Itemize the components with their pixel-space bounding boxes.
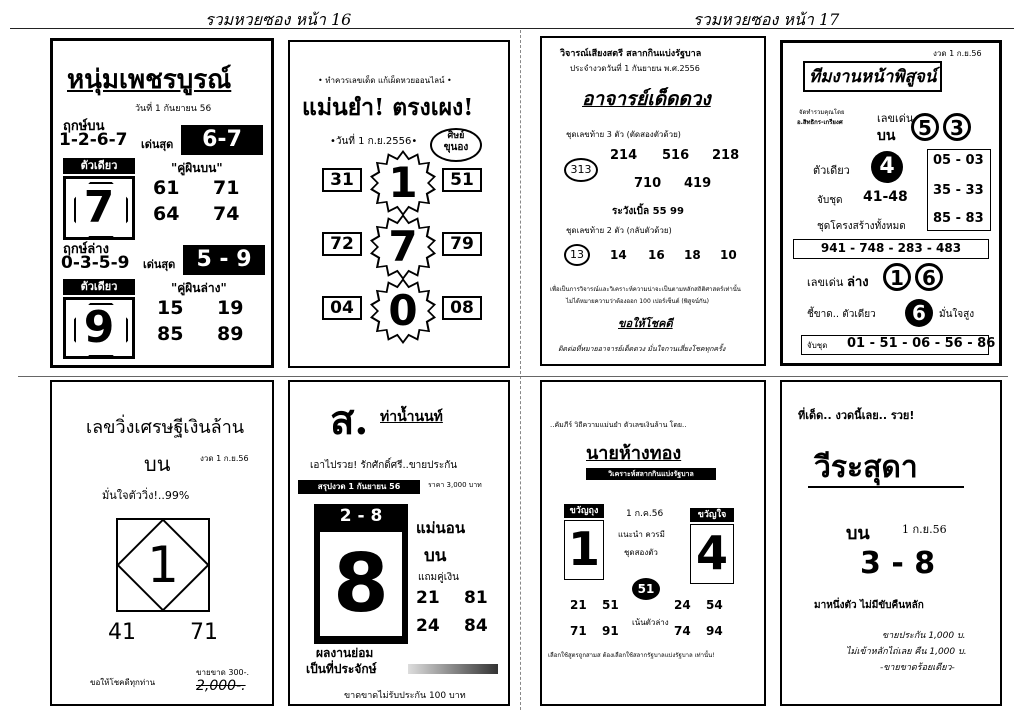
result-1: ผลงานย่อม <box>316 646 374 660</box>
pair-2: 81 <box>464 588 488 608</box>
slogan: เอาไปรวย! รักศักดิ์ศรี..ขายประกัน <box>310 460 458 471</box>
card-line-1: วิจารณ์เสียงสตรี สลากกินแบ่งรัฐบาล <box>560 49 702 59</box>
card-tagline: • ทำควรเลขเด็ด แก้เผ็ดหวยออนไลน์ • <box>318 76 452 85</box>
card-date: งวด 1 ก.ย.56 <box>200 454 249 463</box>
price-2: ไม่เข้าหลักไถ่เลย คืน 1,000 บ. <box>846 647 967 657</box>
center-digit: 1 <box>147 536 179 594</box>
row1-right: 51 <box>442 168 482 192</box>
row2-right: 79 <box>442 232 482 256</box>
conf-label: มั่นใจตัววิ่ง!..99% <box>102 489 190 502</box>
summary-date: สรุปงวด 1 กันยายน 56 <box>298 480 420 494</box>
bonus-label: แถมคู่เงิน <box>418 572 459 583</box>
lead2-digit-1: 1 <box>883 263 911 291</box>
single-label: ตัวเดียว <box>813 164 850 177</box>
subtitle: วิเคราะห์สลากกินแบ่งรัฐบาล <box>586 468 716 480</box>
card-team <box>780 40 1002 366</box>
card-title: อาจารย์เด็ดดวง <box>582 88 711 110</box>
bless: ขอให้โชคดีทุกท่าน <box>90 678 156 687</box>
num3-4: 710 <box>634 176 662 191</box>
result-2: เป็นที่ประจักษ์ <box>306 662 377 676</box>
pair-4: 84 <box>464 616 488 636</box>
card-weerasuda <box>780 380 1002 706</box>
pr-4: 94 <box>706 624 723 638</box>
mid-2: ชุดสองตัว <box>624 548 658 557</box>
circle-13: 13 <box>564 244 590 266</box>
pl-1: 21 <box>570 598 587 612</box>
card-title: นายห้างทอง <box>586 443 682 464</box>
num2-3: 18 <box>684 248 701 262</box>
row2-center: 7 <box>388 222 418 271</box>
lang-label: ล่าง <box>847 275 869 290</box>
single-value: 4 <box>871 151 903 183</box>
card-ajarn <box>540 36 766 366</box>
up-single-value: 7 <box>83 182 115 233</box>
point-label: ชี้ขาด.. ตัวเดียว <box>807 309 876 320</box>
bn-label: บน <box>846 523 870 544</box>
footer: ติดต่อที่หมายอาจารย์เด็ดดวง มั่นใจกานเสี่ยงโชคทุกครั้ง <box>558 345 726 353</box>
badge-line-2: ขุนอง <box>443 142 469 153</box>
lead-digit-1: 5 <box>911 113 939 141</box>
down-single-value: 9 <box>83 302 115 353</box>
pl-3: 71 <box>570 624 587 638</box>
left-title: ขวัญถุง <box>564 504 604 518</box>
card-title: วีระสุดา <box>814 450 918 485</box>
card-millionaire <box>50 380 274 706</box>
row1-left: 31 <box>322 168 362 192</box>
set-value: 2 - 8 <box>339 506 383 526</box>
row2-left: 72 <box>322 232 362 256</box>
page-header-left: รวมหวยซอง หน้า 16 <box>205 10 352 29</box>
warn: ระวังเบิ้ล 55 99 <box>612 206 684 217</box>
pair-1: 05 - 03 <box>933 153 984 168</box>
lead2-label: เลขเด่น <box>807 276 844 289</box>
set-value: 41-48 <box>863 189 908 205</box>
left-digit: 1 <box>564 520 604 580</box>
set2-value: 01 - 51 - 06 - 56 - 86 <box>847 336 996 351</box>
down-single-box <box>63 297 135 359</box>
card-date: งวด 1 ก.ย.56 <box>933 49 982 58</box>
lead2-digit-2: 6 <box>915 263 943 291</box>
up-group-label: "คู่ผินบน" <box>171 161 223 175</box>
pr-3: 74 <box>674 624 691 638</box>
struct-label: ชุดโครงสร้างทั้งหมด <box>817 221 906 232</box>
right-digit: 4 <box>690 524 734 584</box>
down-label: ฤกษ์ล่าง <box>63 242 109 257</box>
by-1: จัดทำรวมคุณโดย <box>799 109 845 116</box>
down-pair-4: 89 <box>217 323 244 345</box>
ball: 51 <box>632 578 660 600</box>
up-single-label: ตัวเดียว <box>63 158 135 174</box>
price-3: -ขายขาดร้อยเดียว- <box>880 663 955 673</box>
up-pair-4: 74 <box>213 203 240 225</box>
page-header-right: รวมหวยซอง หน้า 17 <box>693 10 840 29</box>
card-title: เลขวิ่งเศรษฐีเงินล้าน <box>86 417 245 438</box>
num2-1: 14 <box>610 248 627 262</box>
point-value: 6 <box>905 299 933 327</box>
card-title: หนุ่มเพชรบูรณ์ <box>67 65 232 95</box>
mid-1: แนะนำ ควรมี <box>618 530 665 539</box>
num3-5: 419 <box>684 176 712 191</box>
set-label: จับชุด <box>817 195 843 206</box>
pair-1: 21 <box>416 588 440 608</box>
up-best-value: 6-7 <box>181 125 263 155</box>
row3-left: 04 <box>322 296 362 320</box>
logo: ขอให้โชคดี <box>618 317 673 330</box>
circle-313: 313 <box>564 158 598 182</box>
badge <box>430 128 482 162</box>
num3-2: 516 <box>662 148 690 163</box>
down-best-label: เด่นสุด <box>143 258 176 271</box>
footer: ขาดขาดไม่รับประกัน 100 บาท <box>344 691 466 701</box>
card-tanam <box>288 380 510 706</box>
main-digit: 8 <box>333 537 389 630</box>
row3-right: 08 <box>442 296 482 320</box>
sure-label: แม่นอน <box>416 519 466 537</box>
big-structure: 941 - 748 - 283 - 483 <box>793 239 989 259</box>
tagline: ..คัมภีร์ วิถีความแม่นยำ ตัวเลขเงินล้าน โดย.. <box>550 421 687 429</box>
down-pair-2: 19 <box>217 297 244 319</box>
up-label: ฤกษ์บน <box>63 119 105 134</box>
num2-4: 10 <box>720 248 737 262</box>
pl-2: 51 <box>602 598 619 612</box>
lead-digit-2: 3 <box>943 113 971 141</box>
row3-center: 0 <box>388 286 418 335</box>
fine-print-2: ไม่ได้หมายความว่าต้องออก 100 เปอร์เซ็นต์ (พิสูจน์กัน) <box>566 298 710 305</box>
set2-label: ชุดเลขท้าย 2 ตัว (กลับตัวด้วย) <box>566 226 672 235</box>
pr-2: 54 <box>706 598 723 612</box>
badge-line-1: ศิษย์ <box>447 131 465 141</box>
price: ราคา 3,000 บาท <box>428 481 482 489</box>
big-letter: ส. <box>330 397 369 444</box>
page-divider <box>520 30 521 710</box>
card-title: แม่นยำ! ตรงเผง! <box>302 94 474 121</box>
bn-label: บน <box>144 452 171 476</box>
card-title: ทีมงานหน้าพิสูจน์ <box>803 61 942 92</box>
left-number: 41 <box>108 620 136 645</box>
pr-1: 24 <box>674 598 691 612</box>
card-date: 1 ก.ย.56 <box>902 523 947 536</box>
card-nai-hang-thong <box>540 380 766 706</box>
title-underline <box>808 486 964 488</box>
set3-label: ชุดเลขท้าย 3 ตัว (ตัดสองตัวด้วย) <box>566 130 681 139</box>
pair-3: 85 - 83 <box>933 211 984 226</box>
note: มาหนึ่งตัว ไม่มีขับคืนหลัก <box>814 600 924 611</box>
old-price: 2,000-. <box>196 678 246 694</box>
right-number: 71 <box>190 620 218 645</box>
mid-note: เน้นตัวล่าง <box>632 618 669 627</box>
card-line-2: ประจำงวดวันที่ 1 กันยายน พ.ศ.2556 <box>570 64 700 73</box>
set2-label: จับชุด <box>807 341 828 350</box>
row-divider <box>18 376 1008 377</box>
up-pair-3: 64 <box>153 203 180 225</box>
footer: เลือกใช้สูตรถูกสามส ต้องเลือกใช้สลากรัฐบาลแบ่งรัฐบาล เท่านั้น! <box>548 652 715 659</box>
price: ขายขาด 300-. <box>196 668 250 677</box>
down-pair-3: 85 <box>157 323 184 345</box>
right-title: ขวัญใจ <box>690 508 734 522</box>
pair-3: 24 <box>416 616 440 636</box>
bn-label: บน <box>424 546 447 566</box>
bn-label: บน <box>877 128 896 144</box>
card-date: 1 ก.ค.56 <box>626 509 664 519</box>
down-numbers: 0-3-5-9 <box>61 253 130 273</box>
down-pair-1: 15 <box>157 297 184 319</box>
down-best-value: 5 - 9 <box>183 245 265 275</box>
up-pair-1: 61 <box>153 177 180 199</box>
up-pair-2: 71 <box>213 177 240 199</box>
by-2: อ.สิทธิกร-เกรียงศ <box>797 119 843 126</box>
main-number: 3 - 8 <box>860 546 936 581</box>
num2-2: 16 <box>648 248 665 262</box>
tagline: ที่เด็ด.. งวดนี้เลย.. รวย! <box>798 409 915 422</box>
up-single-box <box>63 176 135 240</box>
up-best-label: เด่นสุด <box>141 138 174 151</box>
up-numbers: 1-2-6-7 <box>59 130 128 150</box>
card-accurate <box>288 40 510 368</box>
num3-3: 218 <box>712 148 740 163</box>
pair-2: 35 - 33 <box>933 183 984 198</box>
down-group-label: "คู่ผินล่าง" <box>171 281 227 295</box>
conf-label: มั่นใจสูง <box>939 309 975 320</box>
fine-print-1: เพื่อเป็นการวิจารณ์และวิเคราะห์ความน่าจะเป็นตามหลักสถิติศาสตร์เท่านั้น <box>550 286 741 293</box>
row1-center: 1 <box>388 158 418 207</box>
pl-4: 91 <box>602 624 619 638</box>
gradient-bar <box>408 664 498 674</box>
num3-1: 214 <box>610 148 638 163</box>
header-rule <box>10 28 1014 29</box>
card-date: วันที่ 1 กันยายน 56 <box>135 104 212 114</box>
card-date: •วันที่ 1 ก.ย.2556• <box>330 136 418 147</box>
subtitle: ท่าน้ำนนท์ <box>380 409 443 425</box>
card-num-petchabun <box>50 38 274 368</box>
price-1: ขายประกัน 1,000 บ. <box>882 631 966 641</box>
lead-label: เลขเด่น <box>877 112 914 125</box>
down-single-label: ตัวเดียว <box>63 279 135 295</box>
